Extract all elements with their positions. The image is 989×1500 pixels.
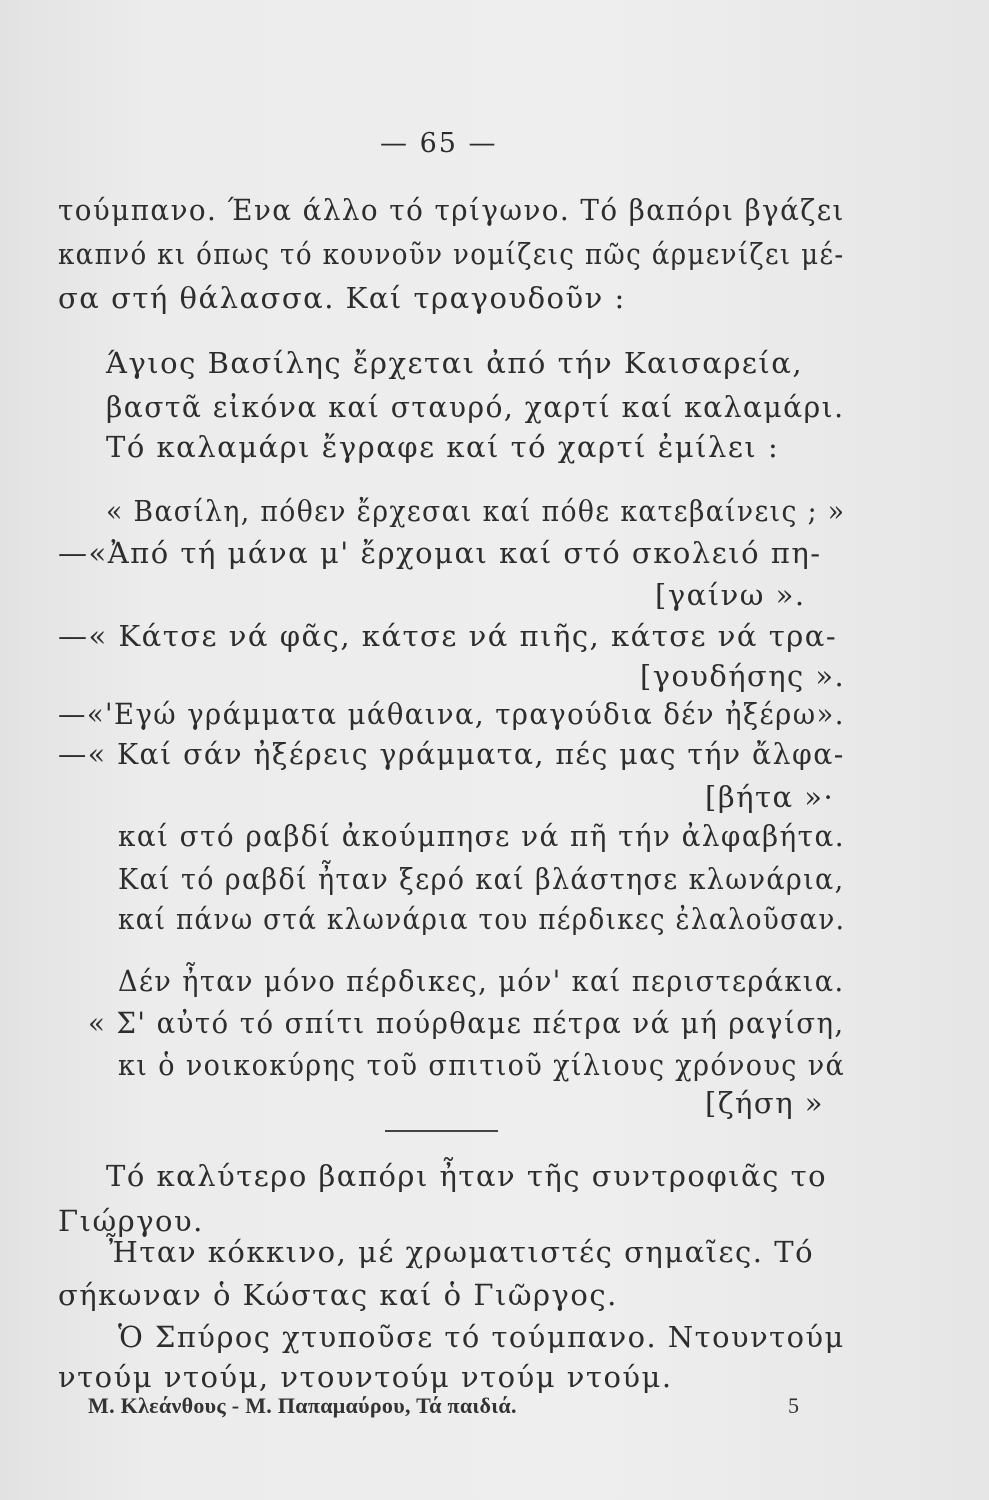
verse-line: Τό καλαμάρι ἔγραφε καί τό χαρτί ἐμίλει : bbox=[106, 430, 780, 464]
prose-line: Γιώργου. bbox=[58, 1204, 204, 1238]
signature-mark: 5 bbox=[788, 1393, 799, 1418]
dialogue-continuation: [γαίνω ». bbox=[655, 578, 806, 612]
verse-line: βαστᾶ εἰκόνα καί σταυρό, χαρτί καί καλαμάρι. bbox=[106, 390, 845, 424]
dialogue-line: « Βασίλη, πόθεν ἔρχεσαι καί πόθε κατεβαίνεις ; » bbox=[106, 494, 846, 528]
verse-line: Δέν ἦταν μόνο πέρδικες, μόν' καί περιστεράκια. bbox=[118, 964, 845, 998]
verse-line: κι ὁ νοικοκύρης τοῦ σπιτιοῦ χίλιους χρόνους νά bbox=[118, 1048, 846, 1082]
dialogue-line: —« Κάτσε νά φᾶς, κάτσε νά πιῆς, κάτσε νά τρα- bbox=[58, 619, 838, 653]
verse-line: Άγιος Βασίλης ἔρχεται ἀπό τήν Καισαρεία, bbox=[106, 346, 804, 380]
running-footer: Μ. Κλεάνθους - Μ. Παπαμαύρου, Τά παιδιά. bbox=[88, 1393, 517, 1418]
verse-continuation: [ζήση » bbox=[705, 1086, 825, 1120]
prose-line: Ὁ Σπύρος χτυποῦσε τό τούμπανο. Ντουντούμ bbox=[118, 1320, 845, 1354]
prose-line: σα στή θάλασσα. Καί τραγουδοῦν : bbox=[58, 281, 626, 315]
prose-line: τούμπανο. Ένα άλλο τό τρίγωνο. Τό βαπόρι βγάζει bbox=[58, 193, 845, 227]
page-number: — 65 — bbox=[380, 128, 498, 159]
dialogue-line: —« Καί σάν ἠξέρεις γράμματα, πές μας τήν ἄλφα- bbox=[58, 737, 845, 771]
prose-line: σήκωναν ὁ Κώστας καί ὁ Γιῶργος. bbox=[58, 1278, 618, 1312]
prose-line: καπνό κι όπως τό κουνοῦν νομίζεις πῶς άρμενίζει μέ- bbox=[58, 237, 845, 271]
prose-line: Ἦταν κόκκινο, μέ χρωματιστές σημαῖες. Τό bbox=[106, 1235, 815, 1269]
dialogue-line: —«Ἀπό τή μάνα μ' ἔρχομαι καί στό σκολειό πη- bbox=[58, 536, 822, 570]
verse-line: καί πάνω στά κλωνάρια του πέρδικες ἐλαλοῦσαν. bbox=[118, 902, 846, 936]
dialogue-continuation: [βήτα »· bbox=[705, 780, 835, 814]
verse-line: « Σ' αὐτό τό σπίτι πούρθαμε πέτρα νά μή ραγίση, bbox=[88, 1006, 845, 1040]
section-divider bbox=[385, 1130, 498, 1132]
dialogue-continuation: [γουδήσης ». bbox=[640, 659, 846, 693]
dialogue-line: —«'Εγώ γράμματα μάθαινα, τραγούδια δέν ἠξέρω». bbox=[58, 697, 845, 731]
verse-line: Καί τό ραβδί ἦταν ξερό καί βλάστησε κλωνάρια, bbox=[118, 862, 845, 896]
prose-line: Τό καλύτερο βαπόρι ἦταν τῆς συντροφιᾶς το bbox=[106, 1159, 828, 1193]
prose-line: ντούμ ντούμ, ντουντούμ ντούμ ντούμ. bbox=[58, 1360, 673, 1394]
verse-line: καί στό ραβδί ἀκούμπησε νά πῆ τήν ἀλφαβήτα. bbox=[118, 819, 845, 853]
